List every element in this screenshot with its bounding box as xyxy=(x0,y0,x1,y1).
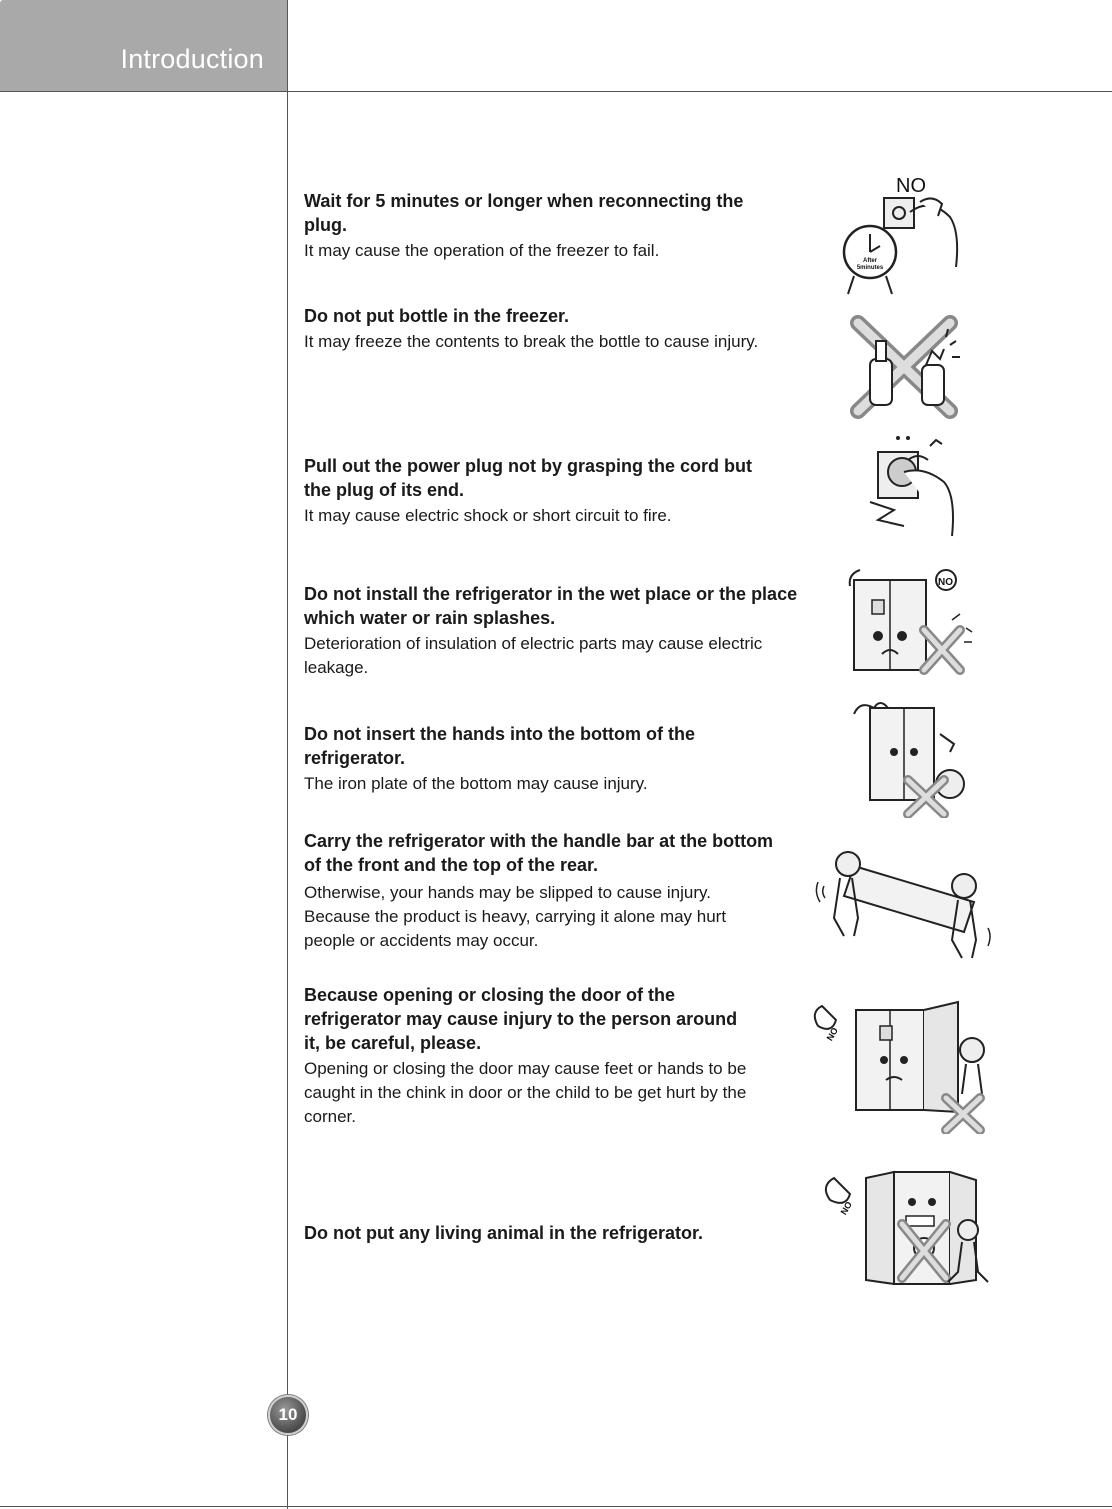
item-title: Pull out the power plug not by grasping the cord but the plug of its end. xyxy=(304,456,752,500)
item-body: Deterioration of insulation of electric parts may cause electric leakage. xyxy=(304,634,763,677)
carrying-refrigerator-icon xyxy=(814,842,994,966)
svg-text:NO: NO xyxy=(938,577,953,588)
clock-unplug-icon xyxy=(840,172,970,300)
safety-item xyxy=(304,304,804,354)
pull-plug-icon xyxy=(864,432,964,540)
item-body: Opening or closing the door may cause feet or hands to be caught in the chink in door or the child to be get hurt by the corner. xyxy=(304,1059,747,1126)
door-child-icon xyxy=(800,1000,992,1134)
item-title: Do not insert the hands into the bottom of the refrigerator. xyxy=(304,724,695,768)
svg-text:After: After xyxy=(862,258,878,264)
page-number: 10 xyxy=(268,1395,308,1435)
item-title: Because opening or closing the door of the refrigerator may cause injury to the person around it, be careful, please. xyxy=(304,985,738,1053)
svg-text:NO: NO xyxy=(824,1025,840,1043)
no-label: NO xyxy=(896,175,926,197)
svg-text:NO: NO xyxy=(838,1199,854,1217)
item-title: Carry the refrigerator with the handle bar at the bottom of the front and the top of the rear. xyxy=(304,831,774,875)
item-title: Do not put any living animal in the refrigerator. xyxy=(304,1223,704,1243)
safety-item xyxy=(304,722,804,796)
footer-divider xyxy=(0,1506,1112,1507)
animal-in-refrigerator-icon xyxy=(806,1166,990,1292)
safety-item xyxy=(304,829,804,953)
item-body: The iron plate of the bottom may cause injury. xyxy=(304,774,648,793)
item-body: It may freeze the contents to break the bottle to cause injury. xyxy=(304,332,759,351)
hands-under-refrigerator-icon xyxy=(850,694,974,818)
margin-divider xyxy=(287,0,288,1509)
wet-refrigerator-icon xyxy=(848,560,980,678)
svg-text:5minutes: 5minutes xyxy=(856,265,884,271)
item-title: Do not put bottle in the freezer. xyxy=(304,306,569,326)
safety-item xyxy=(304,1221,804,1245)
item-body: Otherwise, your hands may be slipped to cause injury. Because the product is heavy, carrying it alone may hurt people or accidents may occur. xyxy=(304,883,727,950)
section-tab xyxy=(0,0,287,91)
broken-bottle-icon xyxy=(846,315,968,419)
item-body: It may cause the operation of the freezer to fail. xyxy=(304,241,660,260)
item-title: Do not install the refrigerator in the wet place or the place which water or rain splashes. xyxy=(304,584,798,628)
item-body: It may cause electric shock or short circuit to fire. xyxy=(304,506,672,525)
header-divider xyxy=(0,91,1112,92)
safety-item xyxy=(304,454,804,528)
section-title: Introduction xyxy=(120,44,264,74)
item-title: Wait for 5 minutes or longer when reconnecting the plug. xyxy=(304,191,744,235)
safety-item xyxy=(304,983,804,1129)
safety-item xyxy=(304,189,804,263)
safety-item xyxy=(304,582,804,680)
